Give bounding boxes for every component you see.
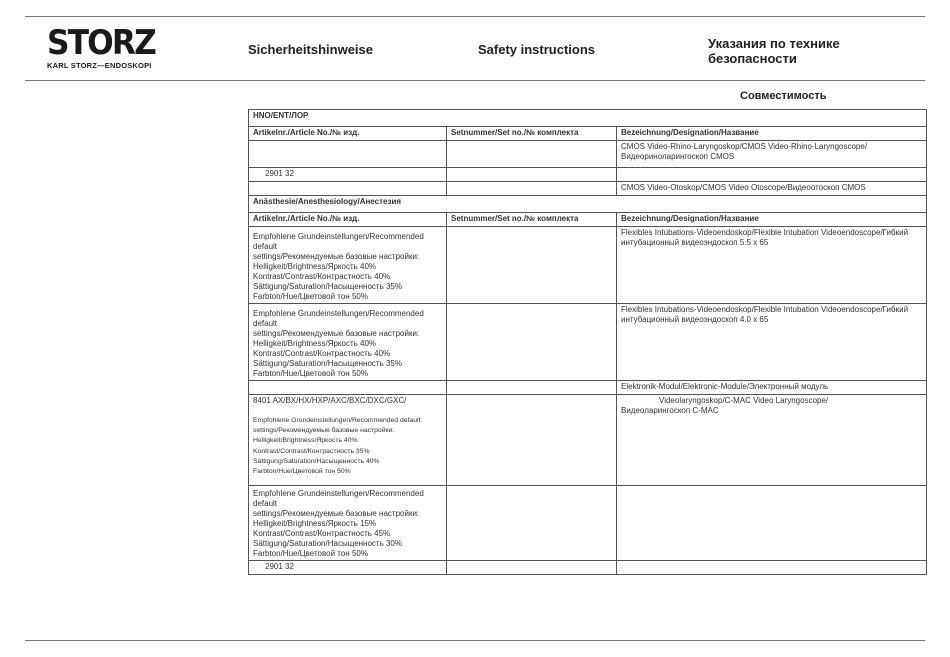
group-header-row [249, 110, 927, 127]
column-header-article: Artikelnr./Article No./№ изд. [249, 127, 447, 141]
top-rule [25, 16, 925, 17]
heading-russian [708, 36, 908, 66]
settings-line: Kontrast/Contrast/Контрастность 40% [253, 272, 391, 281]
cell-designation: Flexibles Intubations-Videoendoskop/Flexible Intubation Videoendoscope/Гибкий интубационный видеоэндоскоп 4.0 x 65 [617, 304, 927, 381]
cell-designation [617, 486, 927, 561]
settings-line: Kontrast/Contrast/Контрастность 45% [253, 529, 391, 538]
settings-line: Farbton/Hue/Цветовой тон 50% [253, 468, 351, 476]
settings-line: settings/Рекомендуемые базовые настройки: [253, 427, 395, 435]
logo-wordmark: STORZ [47, 23, 156, 63]
compatibility-table [248, 109, 927, 575]
cell-set [447, 304, 617, 381]
settings-line: Kontrast/Contrast/Контрастность 35% [253, 447, 370, 455]
settings-line: Empfohlene Grundeinstellungen/Recommended default [253, 489, 424, 508]
group-header-row [249, 196, 927, 213]
column-header-row [249, 127, 927, 141]
cell-settings [253, 416, 442, 477]
cell-article [249, 182, 447, 196]
cell-settings [249, 304, 447, 381]
table-row [249, 304, 927, 381]
settings-line: settings/Рекомендуемые базовые настройки: [253, 509, 420, 518]
cell-set [447, 486, 617, 561]
cell-designation: CMOS Video-Otoskop/CMOS Video Otoscope/Видеоотоскоп CMOS [617, 182, 927, 196]
cell-set [447, 227, 617, 304]
table-row [249, 168, 927, 182]
settings-line: settings/Рекомендуемые базовые настройки: [253, 329, 420, 338]
settings-line: Empfohlene Grundeinstellungen/Recommended default [253, 417, 421, 424]
cell-settings [249, 486, 447, 561]
settings-line: Helligkeit/Brightness/Яркость 40% [253, 262, 377, 271]
header-rule [25, 80, 925, 81]
table-row [249, 141, 927, 168]
column-header-designation: Bezeichnung/Designation/Название [617, 127, 927, 141]
cell-article [249, 141, 447, 168]
group-title-ent: HNO/ENT/ЛОР [249, 110, 927, 127]
cell-designation: CMOS Video-Rhino-Laryngoskop/CMOS Video-Rhino-Laryngoscope/ Видеориноларингоскоп CMOS [617, 141, 927, 168]
settings-line: Empfohlene Grundeinstellungen/Recommended default [253, 309, 424, 328]
cell-set [447, 561, 617, 575]
settings-line: Farbton/Hue/Цветовой тон 50% [253, 549, 368, 558]
cell-article: 2901 32 [249, 561, 447, 575]
settings-line: Sättigung/Saturation/Насыщенность 40% [253, 457, 380, 465]
settings-line: Sättigung/Saturation/Насыщенность 30% [253, 539, 402, 548]
cell-set [447, 182, 617, 196]
table-row [249, 486, 927, 561]
heading-russian-line2: безопасности [708, 51, 797, 66]
group-title-anesthesiology: Anästhesie/Anesthesiology/Анестезия [249, 196, 927, 213]
cell-article: 2901 32 [249, 168, 447, 182]
settings-line: Helligkeit/Brightness/Яркость 40% [253, 339, 377, 348]
cell-set [447, 141, 617, 168]
cell-designation [617, 395, 927, 486]
cell-designation: Elektronik-Modul/Elektronic-Module/Электронный модуль [617, 381, 927, 395]
section-title: Совместимость [740, 90, 827, 102]
designation-line: Видеоларингоскоп C-MAC [621, 406, 719, 415]
table-row [249, 381, 927, 395]
logo-subtitle: KARL STORZ—ENDOSKOPI [47, 61, 152, 70]
column-header-designation: Bezeichnung/Designation/Название [617, 213, 927, 227]
table-row [249, 227, 927, 304]
settings-line: Kontrast/Contrast/Контрастность 40% [253, 349, 391, 358]
table-row [249, 182, 927, 196]
footer-rule [25, 640, 925, 641]
heading-russian-line1: Указания по технике [708, 36, 840, 51]
column-header-article: Artikelnr./Article No./№ изд. [249, 213, 447, 227]
settings-line: Helligkeit/Brightness/Яркость 15% [253, 519, 377, 528]
table-row [249, 561, 927, 575]
designation-line: Videolaryngoskop/C-MAC Video Laryngoscope/ [659, 396, 829, 405]
column-header-set: Setnummer/Set no./№ комплекта [447, 213, 617, 227]
settings-line: Sättigung/Saturation/Насыщенность 35% [253, 359, 402, 368]
column-header-row [249, 213, 927, 227]
settings-line: Helligkeit/Brightness/Яркость 40% [253, 437, 358, 445]
cell-article: 8401 AX/BX/HX/HXP/AXC/BXC/DXC/GXC/ [253, 396, 407, 405]
settings-line: Empfohlene Grundeinstellungen/Recommended default [253, 232, 424, 251]
cell-article [249, 381, 447, 395]
cell-designation [617, 168, 927, 182]
cell-set [447, 381, 617, 395]
storz-logo [47, 23, 157, 70]
cell-settings [249, 227, 447, 304]
cell-designation: Flexibles Intubations-Videoendoskop/Flexible Intubation Videoendoscope/Гибкий интубационный видеоэндоскоп 5.5 x 65 [617, 227, 927, 304]
settings-line: Sättigung/Saturation/Насыщенность 35% [253, 282, 402, 291]
cell-set [447, 168, 617, 182]
heading-english: Safety instructions [478, 42, 596, 57]
settings-line: Farbton/Hue/Цветовой тон 50% [253, 369, 368, 378]
heading-german: Sicherheitshinweise [248, 42, 373, 57]
cell-designation [617, 561, 927, 575]
table-row [249, 395, 927, 486]
cell-article-settings [249, 395, 447, 486]
column-header-set: Setnummer/Set no./№ комплекта [447, 127, 617, 141]
cell-set [447, 395, 617, 486]
settings-line: Farbton/Hue/Цветовой тон 50% [253, 292, 368, 301]
settings-line: settings/Рекомендуемые базовые настройки: [253, 252, 420, 261]
